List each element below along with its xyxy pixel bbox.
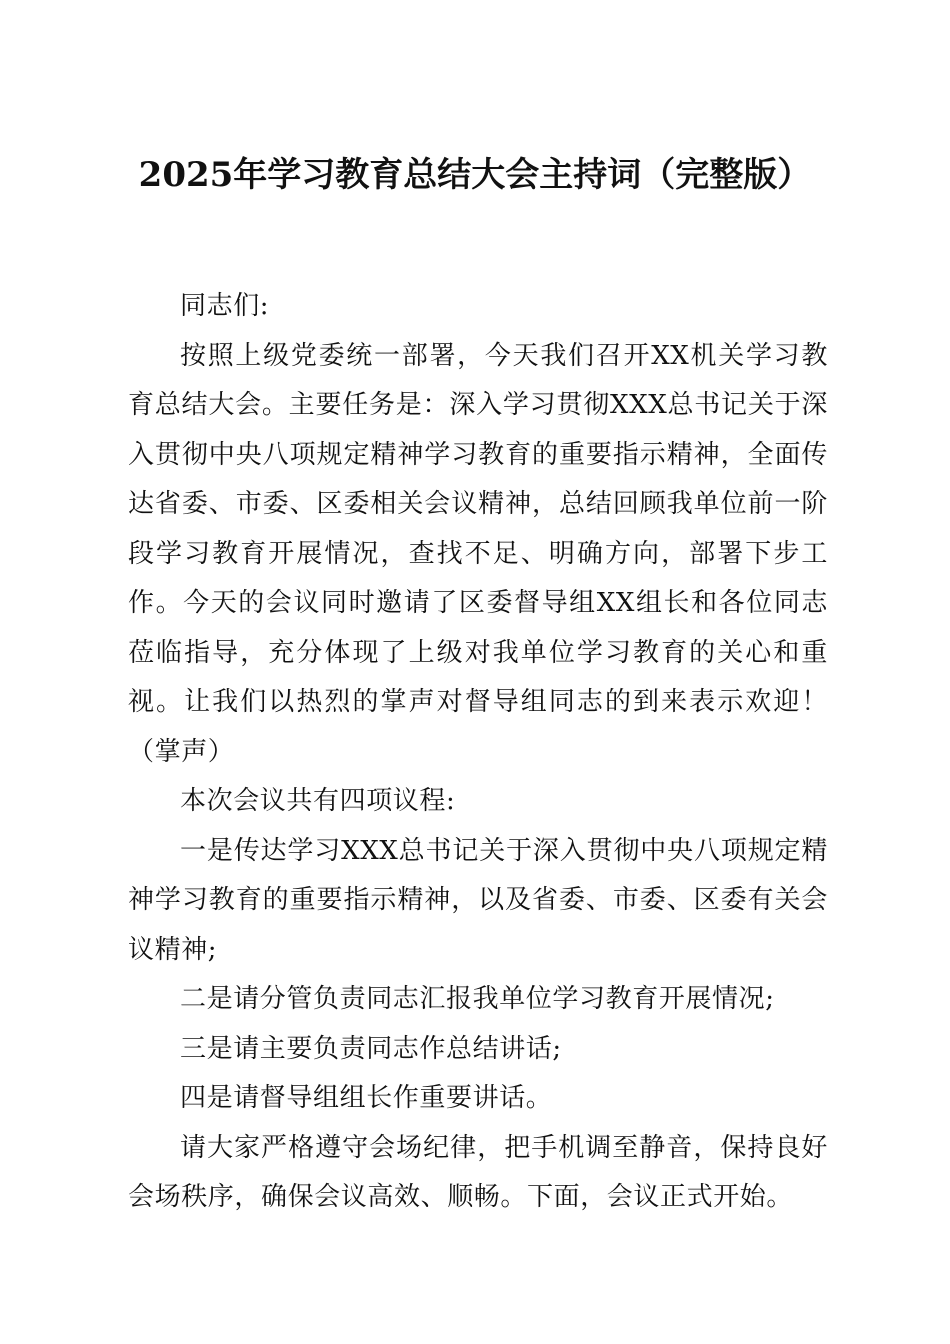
paragraph-agenda-item-1: 一是传达学习XXX总书记关于深入贯彻中央八项规定精神学习教育的重要指示精神，以及省委、市委、区委有关会议精神;: [128, 835, 828, 965]
paragraph-agenda-item-4: 四是请督导组组长作重要讲话。: [180, 1083, 553, 1113]
paragraph-closing: 请大家严格遵守会场纪律，把手机调至静音，保持良好会场秩序，确保会议高效、顺畅。下面，会议正式开始。: [128, 1132, 828, 1212]
paragraph-agenda-item-2: 二是请分管负责同志汇报我单位学习教育开展情况;: [180, 984, 775, 1014]
document-body: [128, 282, 828, 1223]
paragraph-introduction: 按照上级党委统一部署，今天我们召开XX机关学习教育总结大会。主要任务是：深入学习贯彻XXX总书记关于深入贯彻中央八项规定精神学习教育的重要指示精神，全面传达省委、市委、区委相关会议精神，总结回顾我单位前一阶段学习教育开展情况，查找不足、明确方向，部署下步工作。今天的会议同时邀请了区委督导组XX组长和各位同志莅临指导，充分体现了上级对我单位学习教育的关心和重视。让我们以热烈的掌声对督导组同志的到来表示欢迎！（掌声）: [128, 340, 828, 767]
paragraph-agenda-intro: 本次会议共有四项议程:: [180, 786, 456, 816]
document-title: 2025年学习教育总结大会主持词（完整版）: [138, 155, 812, 195]
paragraph-agenda-item-3: 三是请主要负责同志作总结讲话;: [180, 1033, 562, 1064]
paragraph-greeting: 同志们:: [180, 291, 270, 321]
